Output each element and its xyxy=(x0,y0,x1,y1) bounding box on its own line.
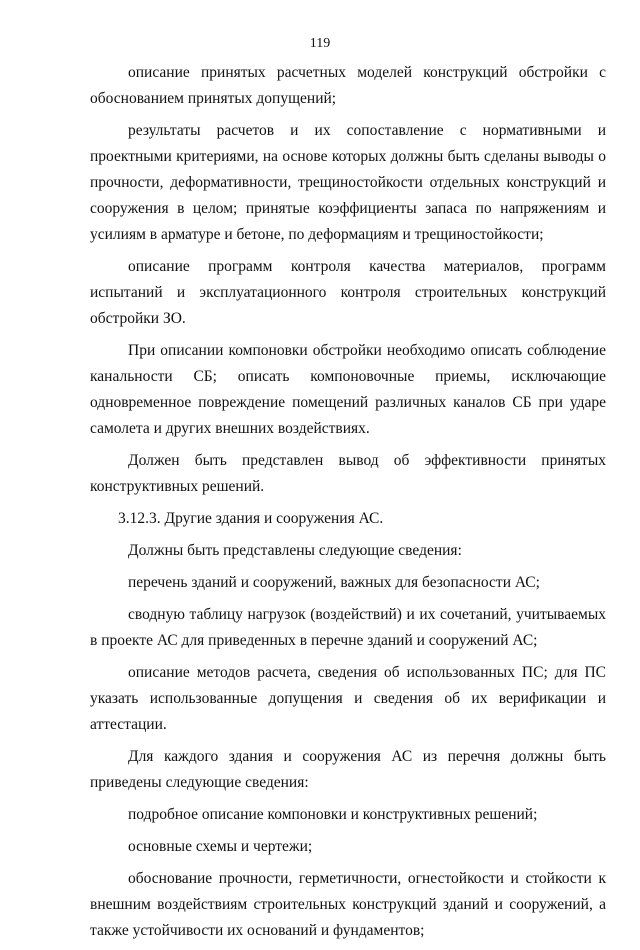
paragraph: сводную таблицу нагрузок (воздействий) и их сочетаний, учитываемых в проекте АС для приведенных в перечне зданий и сооружений АС; xyxy=(90,606,606,649)
paragraph: Для каждого здания и сооружения АС из перечня должны быть приведены следующие сведения: xyxy=(90,748,606,791)
paragraph: описание программ контроля качества материалов, программ испытаний и эксплуатационного контроля строительных конструкций обстройки ЗО. xyxy=(90,258,606,327)
paragraph: основные схемы и чертежи; xyxy=(128,838,313,855)
section-heading: 3.12.3. Другие здания и сооружения АС. xyxy=(118,510,384,527)
paragraph: результаты расчетов и их сопоставление с нормативными и проектными критериями, на основе которых должны быть сделаны выводы о прочности, деформативности, трещиностойкости отдельных конструкций и сооружения в целом; принятые коэффициенты запаса по напряжениям и усилиям в арматуре и бетоне, по деформациям и трещиностойкости; xyxy=(90,122,606,243)
paragraph: описание методов расчета, сведения об использованных ПС; для ПС указать использованные допущения и сведения об их верификации и аттестации. xyxy=(90,664,606,733)
paragraph: перечень зданий и сооружений, важных для безопасности АС; xyxy=(128,574,540,591)
paragraph: описание принятых расчетных моделей конструкций обстройки с обоснованием принятых допущений; xyxy=(90,64,606,107)
paragraph: При описании компоновки обстройки необходимо описать соблюдение канальности СБ; описать компоновочные приемы, исключающие одновременное повреждение помещений различных каналов СБ при ударе самолета и других внешних воздействиях. xyxy=(90,342,606,437)
paragraph: Должны быть представлены следующие сведения: xyxy=(128,542,462,559)
page-number: 119 xyxy=(309,36,331,51)
paragraph: Должен быть представлен вывод об эффективности принятых конструктивных решений. xyxy=(90,452,606,495)
paragraph: подробное описание компоновки и конструктивных решений; xyxy=(128,806,538,823)
paragraph: обоснование прочности, герметичности, огнестойкости и стойкости к внешним воздействиям строительных конструкций зданий и сооружений, а также устойчивости их оснований и фундаментов; xyxy=(90,870,606,939)
page-body xyxy=(90,60,606,950)
